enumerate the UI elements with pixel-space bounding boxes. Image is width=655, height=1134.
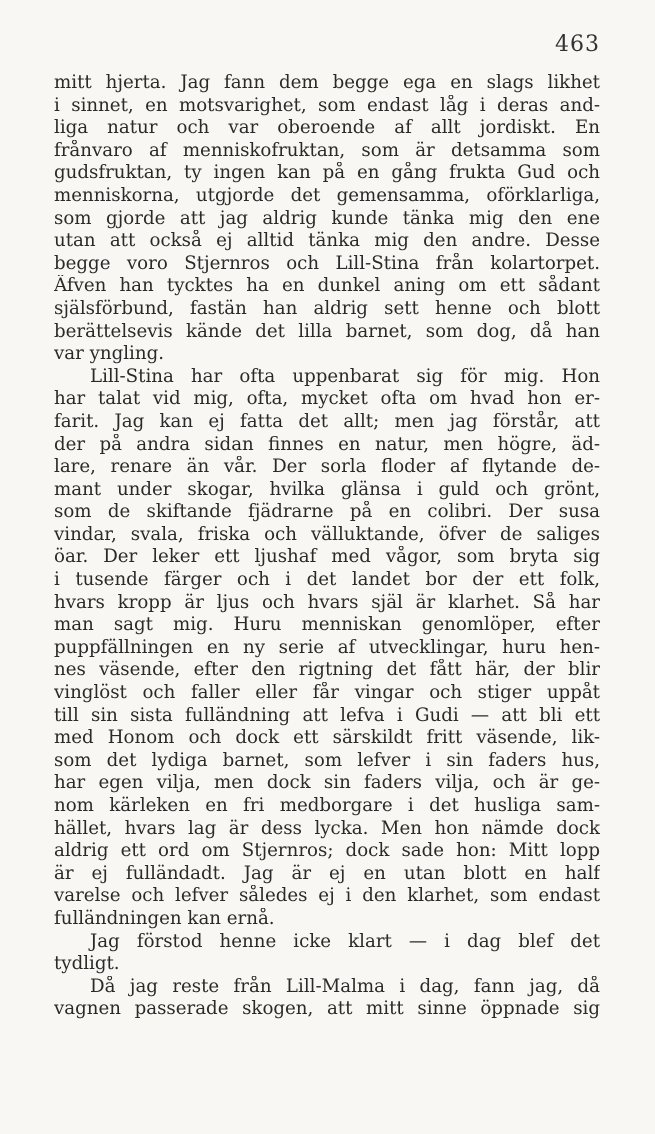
text-line: berättelsevis kände det lilla barnet, som dog, då han (54, 320, 600, 342)
text-line: har egen vilja, men dock sin faders vilja, och är ge- (54, 772, 600, 794)
text-line: mitt hjerta. Jag fann dem begge ega en slags likhet (54, 72, 600, 93)
text-line: menniskorna, utgjorde det gemensamma, oförklarliga, (54, 184, 600, 206)
text-line: fulländningen kan ernå. (54, 907, 275, 929)
text-line: i tusende färger och i det landet bor der ett folk, (54, 569, 600, 591)
text-line: liga natur och var oberoende af allt jordiskt. En (54, 117, 600, 139)
text-line: som det lydiga barnet, som lefver i sin faders hus, (54, 749, 600, 771)
text-line: nes väsende, efter den rigtning det fått här, der blir (54, 659, 600, 681)
text-line: öar. Der leker ett ljushaf med vågor, som bryta sig (54, 546, 600, 568)
text-line: Jag förstod henne icke klart — i dag blef det (90, 930, 600, 952)
text-line: med Honom och dock ett särskildt fritt väsende, lik- (54, 727, 600, 749)
text-line: själsförbund, fastän han aldrig sett henne och blott (54, 297, 600, 319)
text-line: tydligt. (54, 953, 120, 975)
text-line: mant under skogar, hvilka glänsa i guld och grönt, (54, 478, 600, 500)
text-line: hvars kropp är ljus och hvars själ är klarhet. Så har (54, 591, 600, 613)
text-line: Äfven han tycktes ha en dunkel aning om ett sådant (54, 275, 600, 297)
text-line: vinglöst och faller eller får vingar och stiger uppåt (54, 682, 600, 704)
text-line: i sinnet, en motsvarighet, som endast låg i deras and- (54, 94, 600, 116)
text-line: aldrig ett ord om Stjernros; dock sade hon: Mitt lopp (54, 840, 600, 862)
text-line: farit. Jag kan ej fatta det allt; men jag förstår, att (54, 410, 600, 432)
page-number: 463 (555, 32, 600, 57)
text-line: som de skiftande fjädrarne på en colibri. Der susa (54, 501, 600, 523)
text-line: lare, renare än vår. Der sorla floder af flytande de- (54, 456, 600, 478)
text-line: man sagt mig. Huru menniskan genomlöper, efter (54, 614, 600, 636)
text-line: nom kärleken en fri medborgare i det husliga sam- (54, 795, 600, 816)
text-line: der på andra sidan finnes en natur, men högre, äd- (54, 433, 600, 455)
text-line: vagnen passerade skogen, att mitt sinne öppnade sig (54, 998, 600, 1020)
body-text (54, 72, 600, 1021)
text-line: puppfällningen en ny serie af utvecklingar, huru hen- (54, 636, 600, 658)
text-line: var yngling. (54, 343, 164, 365)
text-line: hället, hvars lag är dess lycka. Men hon nämde dock (54, 817, 600, 839)
text-line: begge voro Stjernros och Lill-Stina från kolartorpet. (54, 252, 600, 274)
text-line: är ej fulländadt. Jag är ej en utan blott en half (54, 862, 600, 884)
text-line: frånvaro af menniskofruktan, som är detsamma som (54, 139, 600, 161)
text-line: gudsfruktan, ty ingen kan på en gång frukta Gud och (54, 162, 600, 184)
text-line: utan att också ej alltid tänka mig den andre. Desse (54, 230, 600, 252)
text-line: som gjorde att jag aldrig kunde tänka mig den ene (54, 207, 600, 229)
text-line: vindar, svala, friska och välluktande, öfver de saliges (54, 523, 600, 545)
text-line: har talat vid mig, ofta, mycket ofta om hvad hon er- (54, 388, 600, 410)
text-line: Lill-Stina har ofta uppenbarat sig för mig. Hon (90, 365, 600, 387)
text-line: varelse och lefver således ej i den klarhet, som endast (54, 885, 600, 907)
text-line: Då jag reste från Lill-Malma i dag, fann jag, då (90, 975, 600, 997)
text-line: till sin sista fulländning att lefva i Gudi — att bli ett (54, 704, 600, 726)
